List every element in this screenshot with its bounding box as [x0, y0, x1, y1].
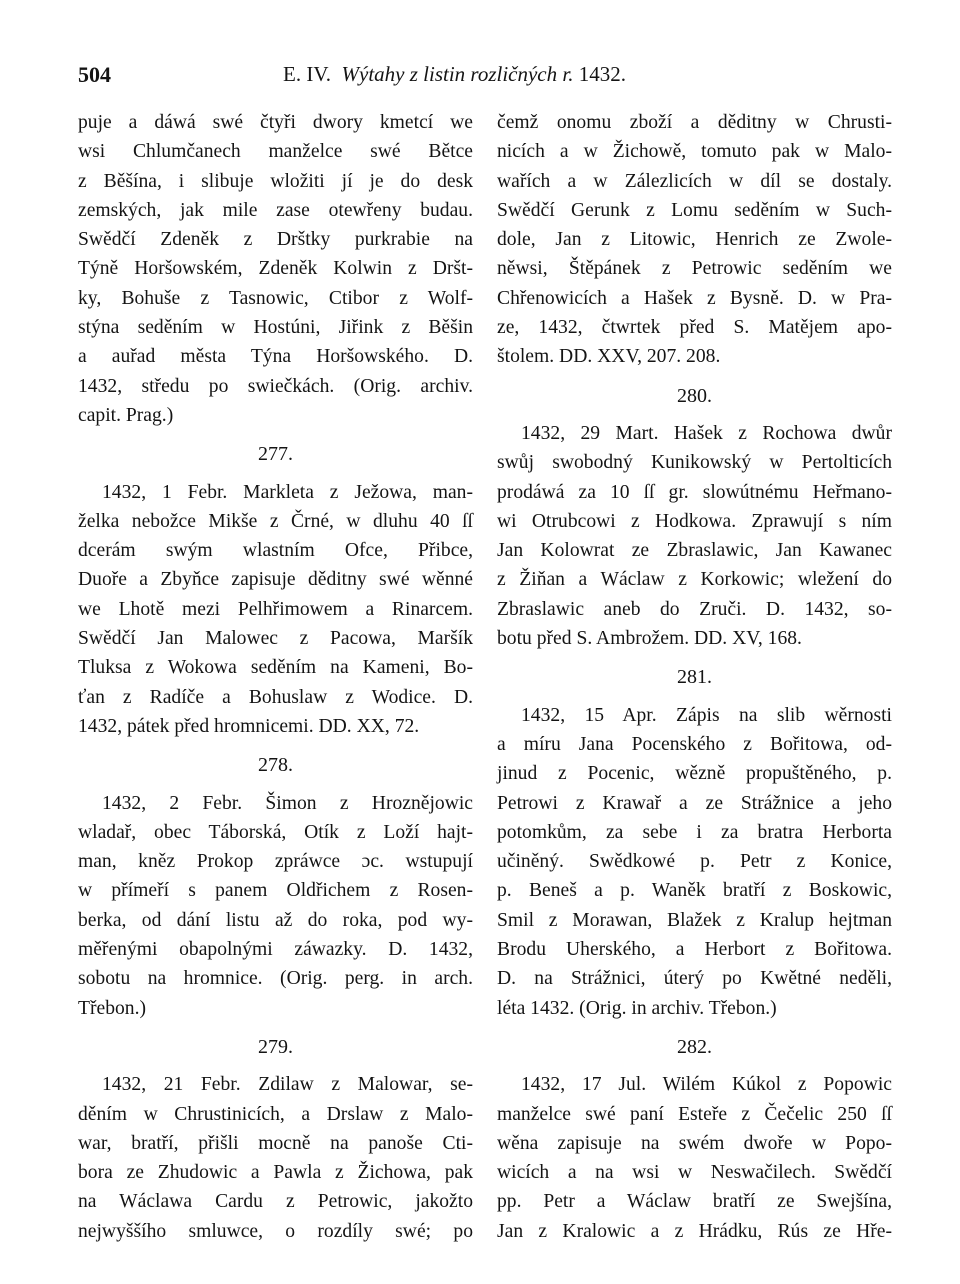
text-line: 1432, 1 Febr. Markleta z Ježowa, man-	[102, 481, 473, 503]
text-line: 1432, středu po swiečkách. (Orig. archiv.	[78, 375, 473, 397]
right-column	[497, 108, 892, 1246]
text-line: ky, Bohuše z Tasnowic, Ctibor z Wolf-	[78, 287, 473, 309]
text-line: učiněný. Swědkowé p. Petr z Konice,	[497, 851, 892, 873]
text-line: Brodu Uherského, a Herbort z Bořitowa.	[497, 939, 892, 961]
text-line: ze, 1432, čtwrtek před S. Matějem apo-	[497, 317, 892, 339]
text-line: čemž onomu zboží a děditny w Chrusti-	[497, 112, 892, 133]
text-line: sobotu na hromnice. (Orig. perg. in arch.	[78, 968, 473, 990]
text-line: měřenými obapolnými záwazky. D. 1432,	[78, 939, 473, 961]
text-line: Jan Kolowrat ze Zbraslawic, Jan Kawanec	[497, 540, 892, 562]
entry-number-281: 281.	[677, 666, 712, 689]
text-line: dole, Jan z Litowic, Henrich ze Zwole-	[497, 229, 892, 251]
page-number: 504	[78, 62, 111, 87]
text-line: ťan z Radíče a Bohuslaw z Wodice. D.	[78, 686, 473, 708]
text-line: berka, od dání listu až do roka, pod wy-	[78, 909, 473, 931]
text-line: prodáwá za 10 ſſ gr. slowútnému Heřmano-	[497, 481, 892, 503]
text-line: wicích a na wsi w Neswačilech. Swědčí	[497, 1162, 892, 1184]
entry-number-282: 282.	[677, 1035, 712, 1058]
text-line: jinud z Pocenic, wězně propuštěného, p.	[497, 763, 892, 785]
title-year: 1432.	[578, 62, 626, 86]
text-line: štolem. DD. XXV, 207. 208.	[497, 346, 721, 368]
text-line: Swědčí Zdeněk z Drštky purkrabie na	[78, 229, 473, 251]
text-line: z Žiňan a Wáclaw z Korkowic; wležení do	[497, 569, 892, 591]
text-line: na Wáclawa Cardu z Petrowic, jakožto	[78, 1191, 473, 1213]
text-line: Tluksa z Wokowa seděním na Kameni, Bo-	[78, 657, 473, 679]
text-line: 1432, 21 Febr. Zdilaw z Malowar, se-	[102, 1074, 473, 1096]
text-line: wsi Chlumčanech manželce swé Bětce	[78, 141, 473, 163]
left-column	[78, 108, 473, 1246]
text-line: wladař, obec Táborská, Otík z Loží hajt-	[78, 821, 473, 843]
text-line: nicích a w Žichowě, tomuto pak w Malo-	[497, 141, 892, 163]
text-line: nejwyššího smluwce, o rozdíly swé; po	[78, 1220, 473, 1242]
text-line: 1432, 17 Jul. Wilém Kúkol z Popowic	[521, 1074, 892, 1096]
text-line: botu před S. Ambrožem. DD. XV, 168.	[497, 628, 802, 650]
text-line: Swědčí Gerunk z Lomu seděním w Such-	[497, 199, 892, 221]
text-line: 1432, 29 Mart. Hašek z Rochowa dwůr	[521, 422, 892, 444]
text-line: Týně Horšowském, Zdeněk Kolwin z Dršt-	[78, 258, 473, 280]
running-title	[283, 62, 626, 87]
text-line: bora ze Zhudowic a Pawla z Žichowa, pak	[78, 1162, 473, 1184]
entry-282	[497, 1070, 892, 1246]
entry-277	[78, 478, 473, 742]
text-line: něwsi, Štěpánek z Petrowic seděním we	[497, 258, 892, 280]
entry-number-278: 278.	[258, 754, 293, 777]
entry-number-279: 279.	[258, 1035, 293, 1058]
continued-paragraph	[78, 108, 473, 430]
text-line: we Lhotě mezi Pelhřimowem a Rinarcem.	[78, 598, 473, 620]
text-line: capit. Prag.)	[78, 404, 174, 426]
text-line: a míru Jana Pocenského z Bořitowa, od-	[497, 733, 892, 755]
text-line: Petrowi z Krawař a ze Strážnice a jeho	[497, 792, 892, 814]
entry-number-280: 280.	[677, 384, 712, 407]
entry-278	[78, 789, 473, 1023]
text-line: manželce swé paní Esteře z Čečelic 250 ſſ	[497, 1103, 892, 1125]
text-line: Třebon.)	[78, 997, 147, 1019]
entry-number-277: 277.	[258, 443, 293, 466]
text-line: potomkům, za sebe i za bratra Herborta	[497, 821, 892, 843]
text-line: D. na Strážnici, úterý po Kwětné neděli,	[497, 968, 892, 990]
text-line: z Běšína, i slibuje wložiti jí je do desk	[78, 170, 473, 192]
title-italic: Wýtahy z listin rozličných r.	[341, 62, 574, 86]
text-line: želka nebožce Mikše z Črné, w dluhu 40 ſſ	[78, 510, 473, 532]
text-line: Duoře a Zbyňce zapisuje děditny swé wěnné	[78, 569, 473, 591]
text-line: war, bratří, přišli mocně na panoše Cti-	[78, 1132, 473, 1154]
text-line: zemských, jak mile zase otewřeny budau.	[78, 199, 473, 221]
text-line: wařích a w Zálezlicích w díl se dostaly.	[497, 170, 892, 192]
text-line: a auřad města Týna Horšowského. D.	[78, 346, 473, 368]
text-line: p. Beneš a p. Waněk bratří z Boskowic,	[497, 880, 892, 902]
text-line: léta 1432. (Orig. in archiv. Třebon.)	[497, 997, 777, 1019]
text-line: wěna zapisuje na swém dwoře w Popo-	[497, 1132, 892, 1154]
entry-281	[497, 701, 892, 1023]
text-line: pp. Petr a Wáclaw bratří ze Swejšína,	[497, 1191, 892, 1213]
text-line: man, kněz Prokop zpráwce ɔc. wstupují	[78, 851, 473, 873]
section-label: E. IV.	[283, 62, 332, 86]
text-line: puje a dáwá swé čtyři dwory kmetcí we	[78, 112, 473, 133]
text-line: 1432, pátek před hromnicemi. DD. XX, 72.	[78, 715, 420, 737]
text-line: Zbraslawic aneb do Zruči. D. 1432, so-	[497, 598, 892, 620]
running-header	[0, 62, 960, 96]
text-line: wi Otrubcowi z Hodkowa. Zprawují s ním	[497, 510, 892, 532]
text-line: 1432, 2 Febr. Šimon z Hroznějowic	[102, 792, 473, 814]
text-line: Smil z Morawan, Blažek z Kralup hejtman	[497, 909, 892, 931]
text-line: dcerám swým wlastním Ofce, Přibce,	[78, 540, 473, 562]
text-line: Jan z Kralowic a z Hrádku, Rús ze Hře-	[497, 1220, 892, 1242]
text-line: w přímeří s panem Oldřichem z Rosen-	[78, 880, 473, 902]
entry-279	[78, 1070, 473, 1246]
entry-280	[497, 419, 892, 653]
continued-paragraph	[497, 108, 892, 372]
text-line: děním w Chrustinicích, a Drslaw z Malo-	[78, 1103, 473, 1125]
text-line: swůj swobodný Kunikowský w Pertolticích	[497, 452, 892, 474]
text-line: stýna seděním w Hostúni, Jiřink z Běšin	[78, 317, 473, 339]
text-line: Swědčí Jan Malowec z Pacowa, Maršík	[78, 628, 473, 650]
text-line: Chřenowicích a Hašek z Bysně. D. w Pra-	[497, 287, 892, 309]
text-line: 1432, 15 Apr. Zápis na slib wěrnosti	[521, 704, 892, 726]
